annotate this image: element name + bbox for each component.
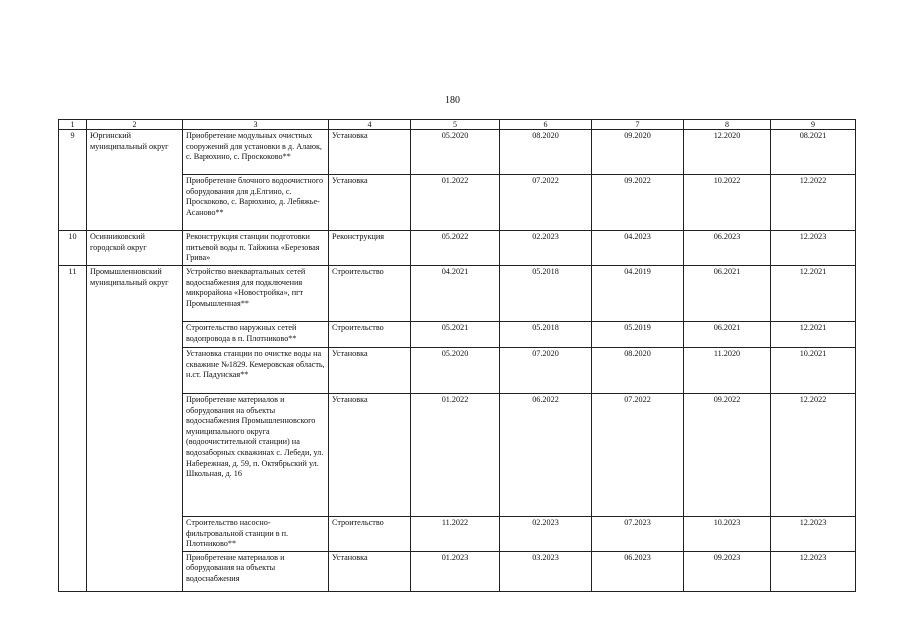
date-cell: 06.2021 bbox=[684, 266, 771, 322]
date-cell: 12.2020 bbox=[684, 130, 771, 175]
date-cell: 01.2023 bbox=[411, 551, 500, 591]
date-cell: 05.2018 bbox=[500, 266, 592, 322]
project-cell: Реконструкция станции подготовки питьевой воды п. Тайжина «Березовая Грива» bbox=[183, 231, 329, 266]
column-header: 5 bbox=[411, 120, 500, 130]
column-header: 3 bbox=[183, 120, 329, 130]
date-cell: 04.2021 bbox=[411, 266, 500, 322]
date-cell: 04.2019 bbox=[592, 266, 684, 322]
column-header: 6 bbox=[500, 120, 592, 130]
date-cell: 07.2022 bbox=[500, 175, 592, 231]
column-header: 1 bbox=[59, 120, 87, 130]
district-cell: Осинниковский городской округ bbox=[87, 231, 183, 266]
project-cell: Приобретение материалов и оборудования на объекты водоснабжения Промышленновского муниципального округа (водоочистительной станции) на водозаборных скважинах с. Лебеди, ул. Набережная, д. 59, п. Октябрьский ул. Школьная, д. 16 bbox=[183, 394, 329, 517]
project-cell: Приобретение блочного водоочистного оборудования для д.Елгино, с. Проскоково, с. Варюхино, д. Лебяжье-Асаново** bbox=[183, 175, 329, 231]
date-cell: 05.2020 bbox=[411, 130, 500, 175]
date-cell: 12.2023 bbox=[771, 551, 856, 591]
column-header: 2 bbox=[87, 120, 183, 130]
date-cell: 07.2020 bbox=[500, 348, 592, 394]
date-cell: 12.2021 bbox=[771, 322, 856, 348]
type-cell: Реконструкция bbox=[329, 231, 411, 266]
project-cell: Строительство наружных сетей водопровода в п. Плотниково** bbox=[183, 322, 329, 348]
type-cell: Установка bbox=[329, 175, 411, 231]
date-cell: 06.2021 bbox=[684, 322, 771, 348]
table-row bbox=[59, 130, 856, 175]
district-cell: Промышленновский муниципальный округ bbox=[87, 266, 183, 592]
type-cell: Установка bbox=[329, 551, 411, 591]
date-cell: 12.2022 bbox=[771, 175, 856, 231]
date-cell: 09.2022 bbox=[592, 175, 684, 231]
date-cell: 06.2023 bbox=[684, 231, 771, 266]
date-cell: 11.2022 bbox=[411, 517, 500, 552]
project-cell: Установка станции по очистке воды на скважине №1829. Кемеровская область, н.ст. Падунская** bbox=[183, 348, 329, 394]
type-cell: Строительство bbox=[329, 266, 411, 322]
project-cell: Приобретение материалов и оборудования на объекты водоснабжения bbox=[183, 551, 329, 591]
date-cell: 12.2023 bbox=[771, 517, 856, 552]
date-cell: 05.2020 bbox=[411, 348, 500, 394]
table-row bbox=[59, 266, 856, 322]
date-cell: 05.2021 bbox=[411, 322, 500, 348]
date-cell: 10.2021 bbox=[771, 348, 856, 394]
date-cell: 04.2023 bbox=[592, 231, 684, 266]
date-cell: 02.2023 bbox=[500, 517, 592, 552]
date-cell: 05.2018 bbox=[500, 322, 592, 348]
date-cell: 12.2022 bbox=[771, 394, 856, 517]
type-cell: Строительство bbox=[329, 322, 411, 348]
date-cell: 06.2023 bbox=[592, 551, 684, 591]
date-cell: 09.2020 bbox=[592, 130, 684, 175]
table-header-row bbox=[59, 120, 856, 130]
date-cell: 08.2020 bbox=[592, 348, 684, 394]
projects-table bbox=[58, 119, 856, 592]
date-cell: 06.2022 bbox=[500, 394, 592, 517]
date-cell: 11.2020 bbox=[684, 348, 771, 394]
date-cell: 08.2020 bbox=[500, 130, 592, 175]
date-cell: 12.2021 bbox=[771, 266, 856, 322]
date-cell: 09.2023 bbox=[684, 551, 771, 591]
date-cell: 05.2022 bbox=[411, 231, 500, 266]
date-cell: 03.2023 bbox=[500, 551, 592, 591]
date-cell: 08.2021 bbox=[771, 130, 856, 175]
date-cell: 07.2023 bbox=[592, 517, 684, 552]
table-row bbox=[59, 231, 856, 266]
type-cell: Установка bbox=[329, 348, 411, 394]
row-number: 10 bbox=[59, 231, 87, 266]
date-cell: 05.2019 bbox=[592, 322, 684, 348]
date-cell: 12.2023 bbox=[771, 231, 856, 266]
row-number: 11 bbox=[59, 266, 87, 592]
date-cell: 01.2022 bbox=[411, 175, 500, 231]
column-header: 7 bbox=[592, 120, 684, 130]
page-number: 180 bbox=[445, 95, 460, 106]
date-cell: 10.2022 bbox=[684, 175, 771, 231]
project-cell: Строительство насосно-фильтровальной станции в п. Плотниково** bbox=[183, 517, 329, 552]
district-cell: Юргинский муниципальный округ bbox=[87, 130, 183, 231]
column-header: 8 bbox=[684, 120, 771, 130]
type-cell: Установка bbox=[329, 130, 411, 175]
project-cell: Приобретение модульных очистных сооружений для установки в д. Алаюк, с. Варюхино, с. Проскоково** bbox=[183, 130, 329, 175]
type-cell: Установка bbox=[329, 394, 411, 517]
date-cell: 01.2022 bbox=[411, 394, 500, 517]
type-cell: Строительство bbox=[329, 517, 411, 552]
column-header: 4 bbox=[329, 120, 411, 130]
date-cell: 07.2022 bbox=[592, 394, 684, 517]
date-cell: 09.2022 bbox=[684, 394, 771, 517]
project-cell: Устройство внеквартальных сетей водоснабжения для подключения микрорайона «Новостройка», пгт Промышленная** bbox=[183, 266, 329, 322]
column-header: 9 bbox=[771, 120, 856, 130]
row-number: 9 bbox=[59, 130, 87, 231]
date-cell: 02.2023 bbox=[500, 231, 592, 266]
date-cell: 10.2023 bbox=[684, 517, 771, 552]
